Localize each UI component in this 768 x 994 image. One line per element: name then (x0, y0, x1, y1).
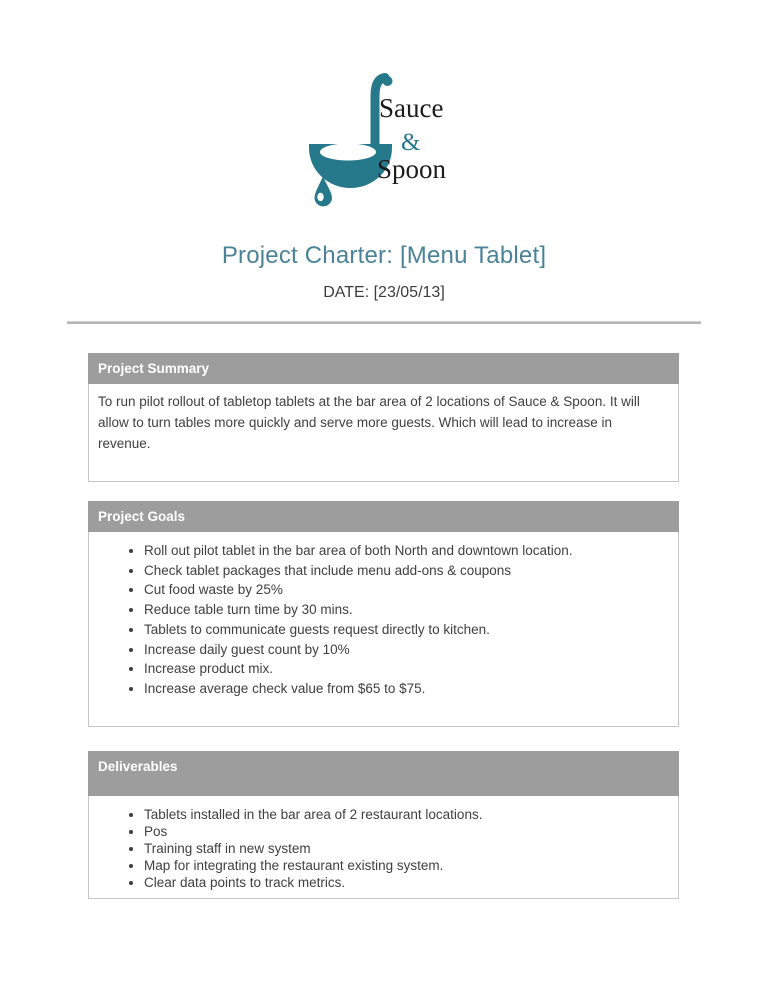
bullet-item: • Tablets to communicate guests request directly to kitchen. (144, 620, 668, 640)
bullet-item: • Training staff in new system (144, 840, 668, 857)
bullet-item: • Tablets installed in the bar area of 2 restaurant locations. (144, 806, 668, 823)
section-header-project-goals: Project Goals (88, 501, 679, 532)
bullet-item: • Map for integrating the restaurant existing system. (144, 857, 668, 874)
logo-ampersand: & (401, 129, 421, 156)
deliverables-body (88, 796, 679, 899)
ladle-logo-icon (309, 64, 459, 212)
section-project-goals (88, 501, 679, 727)
charter-body (88, 353, 679, 899)
bullet-item: • Increase average check value from $65 to $75. (144, 679, 668, 699)
logo-word-sauce: Sauce (379, 93, 444, 123)
section-project-summary (88, 353, 679, 482)
project-summary-text: To run pilot rollout of tabletop tablets at the bar area of 2 locations of Sauce & Spoon. It will allow to turn tables more quickly and serve more guests. Which will lead to increase in revenue. (88, 384, 679, 482)
bullet-item: • Increase product mix. (144, 659, 668, 679)
bullet-item: • Clear data points to track metrics. (144, 874, 668, 891)
project-goals-list (89, 541, 668, 699)
company-logo (0, 0, 768, 212)
logo-word-spoon: Spoon (377, 154, 447, 184)
section-header-project-summary: Project Summary (88, 353, 679, 384)
bullet-item: • Roll out pilot tablet in the bar area of both North and downtown location. (144, 541, 668, 561)
bullet-item: • Cut food waste by 25% (144, 580, 668, 600)
section-deliverables (88, 751, 679, 899)
bullet-item: • Increase daily guest count by 10% (144, 640, 668, 660)
bullet-item: • Pos (144, 823, 668, 840)
deliverables-list (89, 806, 668, 891)
bullet-item: • Reduce table turn time by 30 mins. (144, 600, 668, 620)
section-header-deliverables: Deliverables (88, 751, 679, 796)
project-goals-body (88, 532, 679, 727)
bullet-item: • Check tablet packages that include menu add-ons & coupons (144, 561, 668, 581)
date-line: DATE: [23/05/13] (323, 284, 445, 301)
page-title: Project Charter: [Menu Tablet] (221, 242, 547, 269)
horizontal-rule (67, 321, 701, 324)
